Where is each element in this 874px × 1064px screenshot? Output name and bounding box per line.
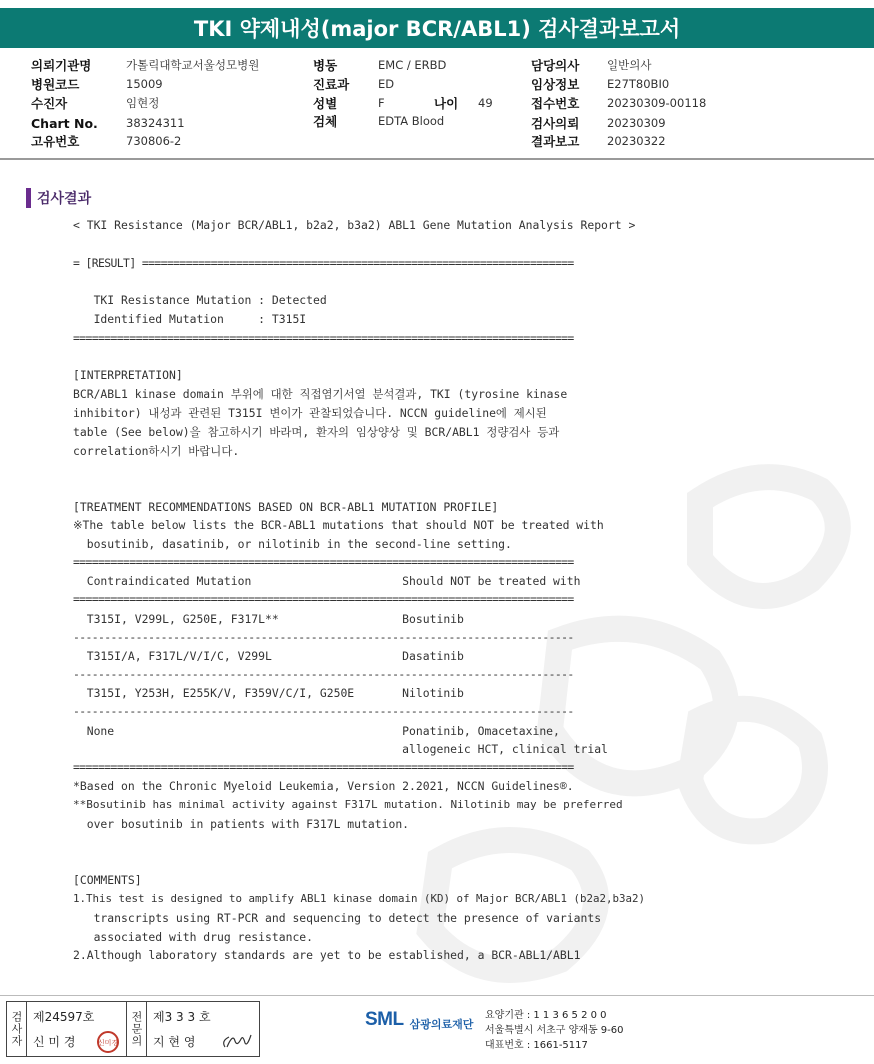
info-value: EDTA Blood <box>378 114 445 128</box>
report-line: BCR/ABL1 kinase domain 부위에 대한 직접염기서열 분석결과, TKI (tyrosine kinase <box>73 387 568 401</box>
examiner-cell <box>27 1002 127 1056</box>
report-line: associated with drug resistance. <box>73 930 314 944</box>
reviewer-name: 지 현 영 <box>153 1035 196 1049</box>
report-line: TKI Resistance Mutation : Detected <box>73 293 327 307</box>
info-value: 가톨릭대학교서울성모병원 <box>126 58 260 72</box>
report-line: ※The table below lists the BCR-ABL1 mutations that should NOT be treated with <box>73 518 604 532</box>
reviewer-cell <box>147 1002 259 1056</box>
info-value: 20230309-00118 <box>607 96 707 110</box>
report-line: -------------------------------------------------------------------------------- <box>73 704 574 718</box>
report-line: [INTERPRETATION] <box>73 368 183 382</box>
table-header: Contraindicated Mutation Should NOT be treated with <box>73 574 581 588</box>
report-line: bosutinib, dasatinib, or nilotinib in the second-line setting. <box>73 537 512 551</box>
address: 서울특별시 서초구 양재동 9-60 <box>485 1025 624 1036</box>
report-line: Identified Mutation : T315I <box>73 312 307 326</box>
report-line: inhibitor) 내성과 관련된 T315I 변이가 관찰되었습니다. NCCN guideline에 제시된 <box>73 406 547 420</box>
info-label: 담당의사 <box>531 58 580 73</box>
info-value: 38324311 <box>126 116 185 130</box>
info-label: 검사의뢰 <box>531 116 580 131</box>
report-line: over bosutinib in patients with F317L mutation. <box>73 817 410 831</box>
contact-info <box>485 1008 624 1053</box>
patient-info <box>0 56 874 156</box>
info-label: 병원코드 <box>31 77 80 92</box>
info-value: F <box>378 96 385 110</box>
info-value: 15009 <box>126 77 163 91</box>
footer-divider <box>0 995 874 996</box>
info-label: 임상정보 <box>531 77 580 92</box>
report-line: < TKI Resistance (Major BCR/ABL1, b2a2, b3a2) ABL1 Gene Mutation Analysis Report > <box>73 218 636 232</box>
report-line: ================================================================================ <box>73 331 574 345</box>
seal-icon <box>96 1030 120 1054</box>
age-value: 49 <box>478 96 493 110</box>
reviewer-label: 전문의 <box>127 1002 147 1056</box>
report-line: *Based on the Chronic Myeloid Leukemia, Version 2.2021, NCCN Guidelines®. <box>73 779 574 793</box>
sml-logo <box>365 1008 473 1032</box>
info-label: 검체 <box>313 114 338 129</box>
report-line: 1.This test is designed to amplify ABL1 kinase domain (KD) of Major BCR/ABL1 (b2a2,b3a2) <box>73 892 646 905</box>
report-line: ================================================================================ <box>73 555 574 569</box>
seal-text: 신미경 <box>97 1038 119 1047</box>
phone: 대표번호 : 1661-5117 <box>485 1040 588 1051</box>
signature-box <box>6 1001 260 1057</box>
table-row: T315I, Y253H, E255K/V, F359V/C/I, G250E Nilotinib <box>73 686 464 700</box>
info-value: ED <box>378 77 395 91</box>
report-line: = [RESULT] ===================================================================== <box>73 256 574 270</box>
info-value: E27T80BI0 <box>607 77 670 91</box>
info-label: 병동 <box>313 58 338 73</box>
info-label: 수진자 <box>31 96 68 111</box>
info-label: 진료과 <box>313 77 350 92</box>
header-divider <box>0 158 874 160</box>
report-line: 2.Although laboratory standards are yet to be established, a BCR-ABL1/ABL1 <box>73 948 581 962</box>
examiner-label: 검사자 <box>7 1002 27 1056</box>
reviewer-license: 제3 3 3 호 <box>153 1010 211 1024</box>
info-value: EMC / ERBD <box>378 58 447 72</box>
table-row: None Ponatinib, Omacetaxine, <box>73 724 560 738</box>
org-name: 삼광의료재단 <box>409 1018 474 1031</box>
info-label: 고유번호 <box>31 134 80 149</box>
info-label: 성별 <box>313 96 338 111</box>
report-line: transcripts using RT-PCR and sequencing to detect the presence of variants <box>73 911 602 925</box>
report-title: TKI 약제내성(major BCR/ABL1) 검사결과보고서 <box>0 8 874 48</box>
info-value: 20230322 <box>607 134 666 148</box>
logo-mark: SML <box>365 1009 404 1030</box>
report-line: **Bosutinib has minimal activity against F317L mutation. Nilotinib may be preferred <box>73 798 623 811</box>
report-line: correlation하시기 바랍니다. <box>73 444 240 458</box>
info-label: 의뢰기관명 <box>31 58 92 73</box>
report-line: [TREATMENT RECOMMENDATIONS BASED ON BCR-ABL1 MUTATION PROFILE] <box>73 500 499 514</box>
report-line: ================================================================================ <box>73 592 574 606</box>
section-title: 검사결과 <box>26 188 91 208</box>
report-line: table (See below)을 참고하시기 바라며, 환자의 임상양상 및 BCR/ABL1 정량검사 등과 <box>73 425 560 439</box>
info-value: 20230309 <box>607 116 666 130</box>
report-line: ================================================================================ <box>73 760 574 774</box>
table-row: allogeneic HCT, clinical trial <box>73 742 608 756</box>
info-value: 임현정 <box>126 96 160 110</box>
report-line: -------------------------------------------------------------------------------- <box>73 667 574 681</box>
signature-icon <box>219 1031 253 1053</box>
info-label: 결과보고 <box>531 134 580 149</box>
report-line: [COMMENTS] <box>73 873 142 887</box>
info-label: 접수번호 <box>531 96 580 111</box>
age-label: 나이 <box>434 96 459 111</box>
institution-code: 요양기관 : 1 1 3 6 5 2 0 0 <box>485 1010 607 1021</box>
table-row: T315I/A, F317L/V/I/C, V299L Dasatinib <box>73 649 464 663</box>
examiner-name: 신 미 경 <box>33 1035 76 1049</box>
report-line: -------------------------------------------------------------------------------- <box>73 630 574 644</box>
examiner-license: 제24597호 <box>33 1010 95 1024</box>
info-value: 730806-2 <box>126 134 182 148</box>
table-row: T315I, V299L, G250E, F317L** Bosutinib <box>73 612 464 626</box>
info-label: Chart No. <box>31 115 98 131</box>
info-value: 일반의사 <box>607 58 652 72</box>
